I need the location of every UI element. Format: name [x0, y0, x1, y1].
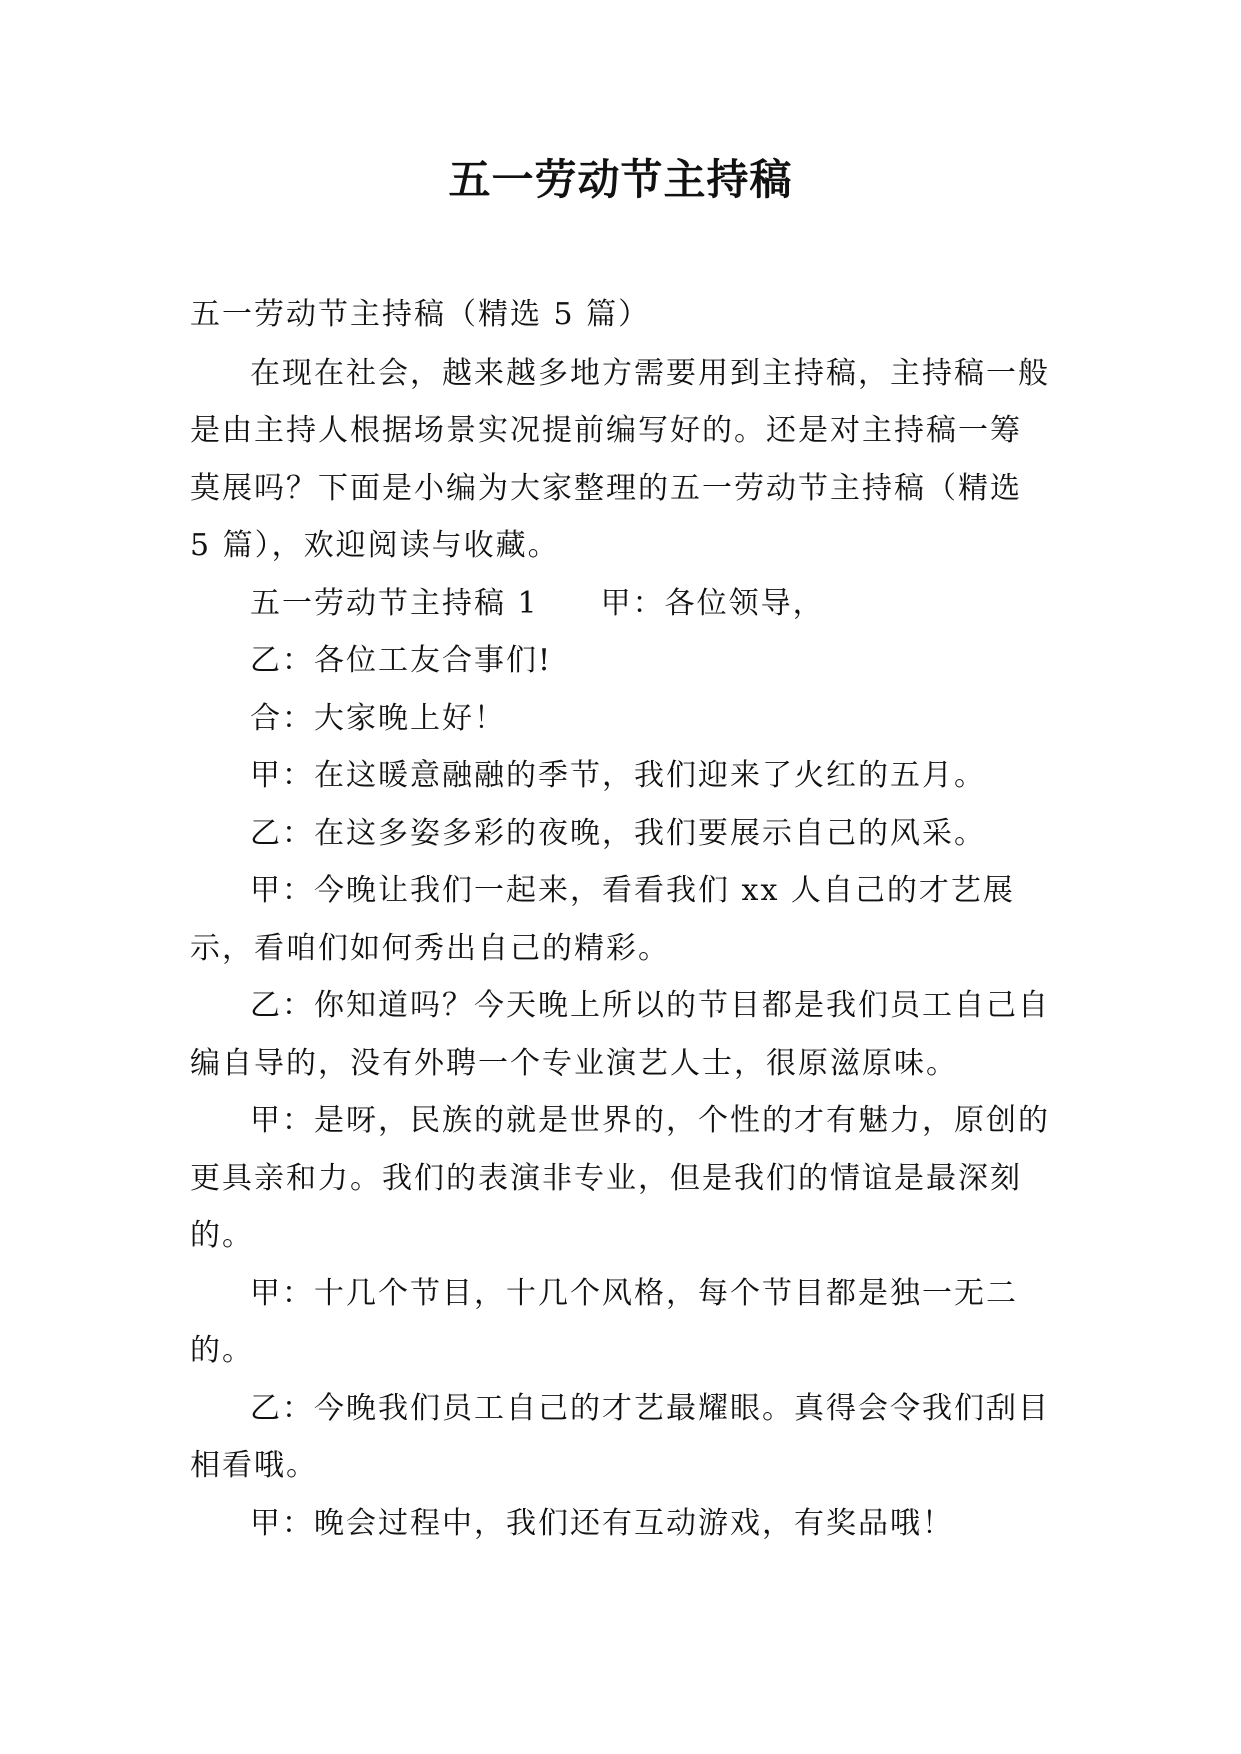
section-heading: 五一劳动节主持稿 1 [250, 585, 539, 621]
dialogue-paragraph: 甲：是呀，民族的就是世界的，个性的才有魅力，原创的更具亲和力。我们的表演非专业，但是我们的情谊是最深刻的。 [190, 1103, 1050, 1253]
dialogue-paragraph: 乙：你知道吗？今天晚上所以的节目都是我们员工自己自编自导的，没有外聘一个专业演艺人士，很原滋原味。 [190, 988, 1050, 1081]
dialogue-paragraph: 乙：在这多姿多彩的夜晚，我们要展示自己的风采。 [250, 815, 986, 851]
dialogue-paragraph: 甲：今晚让我们一起来，看看我们 xx 人自己的才艺展示，看咱们如何秀出自己的精彩。 [190, 873, 1015, 966]
dialogue-paragraph: 合：大家晚上好！ [250, 700, 506, 736]
dialogue-paragraph: 乙：各位工友合事们! [250, 643, 553, 678]
dialogue-paragraph: 甲：十几个节目，十几个风格，每个节目都是独一无二的。 [190, 1275, 1018, 1368]
document-body [190, 286, 1050, 1552]
dialogue-paragraph: 甲：晚会过程中，我们还有互动游戏，有奖品哦！ [250, 1505, 954, 1541]
section-first-dialogue: 甲：各位领导， [600, 585, 825, 621]
document-title: 五一劳动节主持稿 [448, 155, 793, 204]
intro-paragraph: 在现在社会，越来越多地方需要用到主持稿，主持稿一般是由主持人根据场景实况提前编写好的。还是对主持稿一筹莫展吗？下面是小编为大家整理的五一劳动节主持稿（精选 5 篇），欢迎阅读与收藏。 [190, 355, 1050, 563]
document-subtitle: 五一劳动节主持稿（精选 5 篇） [190, 297, 651, 332]
dialogue-paragraph: 甲：在这暖意融融的季节，我们迎来了火红的五月。 [250, 758, 986, 793]
dialogue-paragraph: 乙：今晚我们员工自己的才艺最耀眼。真得会令我们刮目相看哦。 [190, 1390, 1050, 1483]
section-first-line [190, 575, 1050, 633]
